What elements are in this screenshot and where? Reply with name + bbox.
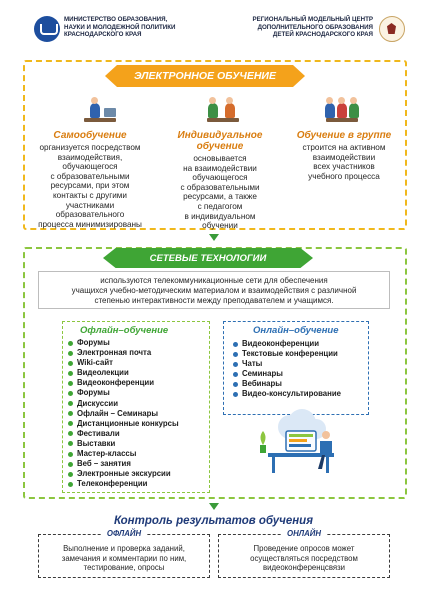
screen-line: [289, 444, 311, 447]
box-text: [219, 535, 389, 573]
column-text: [160, 154, 280, 231]
online-list: [233, 339, 341, 400]
bullet-icon: [68, 452, 73, 457]
text-line: ресурсами, при этом: [50, 181, 130, 191]
teacher-head: [226, 97, 233, 104]
item-label: Телеконференции: [77, 479, 148, 489]
person-head: [338, 97, 345, 104]
item-label: Фестивали: [77, 428, 120, 438]
person-figure: [325, 103, 335, 118]
bullet-icon: [68, 391, 73, 396]
bullet-icon: [68, 381, 73, 386]
group-study-icon: [324, 96, 360, 122]
page-header: [0, 14, 427, 58]
ministry-line: МИНИСТЕРСТВО ОБРАЗОВАНИЯ,: [64, 16, 168, 23]
control-title: Контроль результатов обучения: [114, 515, 313, 527]
bullet-icon: [233, 362, 238, 367]
text-line: контакты с другими: [52, 190, 127, 200]
person-figure: [208, 103, 218, 118]
item-label: Семинары: [242, 369, 283, 379]
text-line: Выполнение и проверка заданий,: [63, 544, 185, 553]
list-item: [68, 459, 179, 469]
bullet-icon: [68, 401, 73, 406]
list-item: [233, 379, 341, 389]
item-label: Видеолекции: [77, 368, 129, 378]
text-line: всех участников: [313, 162, 375, 172]
arrow-down-icon: [209, 234, 219, 241]
list-item: [233, 389, 341, 399]
person-body: [320, 441, 332, 455]
network-description: [38, 271, 390, 309]
bullet-icon: [68, 361, 73, 366]
text-line: организуется посредством: [39, 143, 141, 152]
plant-pot: [260, 445, 266, 453]
list-item: [68, 358, 179, 368]
text-line: степенью интерактивности между преподавателем и учащимся.: [94, 295, 334, 305]
list-item: [233, 369, 341, 379]
column-title: Самообучение: [53, 130, 127, 141]
text-line: учебного процесса: [308, 171, 380, 181]
list-item: [68, 399, 179, 409]
text-line: участниками: [65, 200, 115, 210]
ministry-name: [64, 16, 204, 39]
ministry-line: НАУКИ И МОЛОДЕЖНОЙ ПОЛИТИКИ: [64, 23, 176, 31]
desk-shape: [84, 118, 116, 122]
bullet-icon: [68, 341, 73, 346]
bullet-icon: [68, 371, 73, 376]
banner-label: ЭЛЕКТРОННОЕ ОБУЧЕНИЕ: [134, 70, 276, 82]
item-label: Видеоконференции: [242, 339, 319, 348]
list-item: [68, 429, 179, 439]
title-line: Индивидуальное: [177, 130, 263, 141]
ministry-line: КРАСНОДАРСКОГО КРАЯ: [64, 31, 142, 38]
item-label: Форумы: [77, 388, 110, 398]
item-label: Вебинары: [242, 379, 282, 389]
person-leg: [318, 455, 325, 469]
text-line: образовательного: [55, 210, 125, 220]
item-label: Выставки: [77, 438, 116, 448]
network-banner: [103, 248, 313, 268]
item-label: Веб – занятия: [77, 459, 131, 469]
item-label: Дискуссии: [77, 398, 118, 408]
item-label: Электронная почта: [77, 348, 152, 358]
list-item: [233, 359, 341, 369]
list-item: [68, 388, 179, 398]
bullet-icon: [68, 411, 73, 416]
center-line: РЕГИОНАЛЬНЫЙ МОДЕЛЬНЫЙ ЦЕНТР: [252, 16, 373, 23]
control-offline-box: [38, 529, 210, 578]
desk-leg: [272, 457, 275, 473]
text-line: используются телекоммуникационные сети для обеспечения: [100, 276, 328, 285]
list-item: [68, 409, 179, 419]
item-label: Электронные экскурсии: [77, 469, 171, 479]
item-label: Wiki-сайт: [77, 358, 113, 368]
person-figure: [349, 103, 359, 118]
list-item: [68, 378, 179, 388]
laptop-shape: [104, 108, 116, 117]
bullet-icon: [233, 352, 238, 357]
column-title: [160, 130, 280, 152]
person-head: [91, 97, 98, 104]
box-title: ОФЛАЙН: [101, 529, 147, 538]
item-label: Офлайн – Семинары: [77, 408, 159, 418]
text-line: тестирование, опросы: [83, 563, 165, 573]
individual-study-column: [160, 130, 280, 231]
plant-leaf: [261, 431, 266, 445]
elearning-banner: [105, 65, 305, 87]
person-figure: [337, 103, 347, 118]
center-name: [213, 16, 373, 39]
text-line: строится на активном: [302, 143, 386, 152]
person-head: [322, 431, 330, 439]
item-label: Видеоконференции: [77, 378, 154, 388]
list-item: [233, 349, 341, 359]
list-item: [68, 419, 179, 429]
text-line: учащихся учебно-методическим материалом и взаимодействия с различной: [71, 285, 357, 295]
item-label: Текстовые конференции: [242, 349, 338, 359]
bullet-icon: [68, 351, 73, 356]
item-label: Мастер-классы: [77, 449, 137, 459]
column-title: Обучение в группе: [296, 130, 392, 141]
center-line: ДЕТЕЙ КРАСНОДАРСКОГО КРАЯ: [272, 31, 373, 38]
control-online-box: [218, 529, 390, 578]
text-line: процесса минимизированы: [38, 219, 142, 229]
list-item: [233, 339, 341, 349]
text-line: с образовательными: [50, 171, 130, 181]
text-line: ресурсами, а также: [183, 192, 257, 202]
text-line: основывается: [193, 154, 247, 163]
text-line: осуществляться посредством: [250, 553, 358, 563]
teacher-figure: [225, 103, 235, 118]
bullet-icon: [68, 462, 73, 467]
item-label: Видео-консультирование: [242, 389, 341, 399]
center-line: ДОПОЛНИТЕЛЬНОГО ОБРАЗОВАНИЯ: [257, 23, 373, 31]
list-item: [68, 449, 179, 459]
bullet-icon: [68, 431, 73, 436]
arrow-down-icon: [209, 503, 219, 510]
text-line: обучении: [202, 221, 238, 231]
desk-leg: [326, 457, 329, 473]
individual-study-icon: [205, 96, 241, 122]
bullet-icon: [233, 372, 238, 377]
item-label: Чаты: [242, 359, 263, 369]
text-line: в индивидуальном: [184, 211, 256, 221]
bullet-icon: [68, 482, 73, 487]
text-line: обучающегося: [62, 162, 118, 172]
desk-shape: [207, 118, 239, 122]
text-line: с образовательными: [180, 182, 260, 192]
text-line: замечания и комментарии по ним,: [61, 553, 187, 563]
column-text: [285, 143, 403, 181]
group-study-column: [285, 130, 403, 181]
item-label: Дистанционные конкурсы: [77, 418, 179, 428]
person-head: [209, 97, 216, 104]
person-figure: [90, 103, 100, 118]
banner-label: СЕТЕВЫЕ ТЕХНОЛОГИИ: [149, 252, 267, 264]
screen-line: [289, 439, 307, 442]
bullet-icon: [68, 421, 73, 426]
screen-line: [289, 434, 313, 437]
text-line: взаимодействии: [312, 152, 376, 162]
desk-shape: [326, 118, 358, 122]
person-head: [326, 97, 333, 104]
center-emblem-icon: [379, 16, 405, 42]
list-item: [68, 469, 179, 479]
person-head: [350, 97, 357, 104]
text-line: обучающегося: [192, 173, 248, 183]
box-text: [39, 535, 209, 573]
text-line: Проведение опросов может: [253, 544, 355, 553]
text-line: видеоконференцсвязи: [262, 563, 346, 573]
list-item: [68, 338, 179, 348]
list-item: [68, 368, 179, 378]
online-title: Онлайн–обучение: [253, 325, 339, 336]
text-line: взаимодействия,: [57, 152, 123, 162]
title-line: обучение: [196, 141, 244, 152]
bullet-icon: [68, 472, 73, 477]
list-item: [68, 479, 179, 489]
bullet-icon: [233, 392, 238, 397]
bullet-icon: [68, 441, 73, 446]
text-line: с педагогом: [197, 201, 243, 211]
self-study-icon: [82, 96, 118, 122]
item-label: Форумы: [77, 338, 110, 347]
offline-title: Офлайн–обучение: [80, 325, 169, 336]
self-study-column: [30, 130, 150, 229]
bullet-icon: [233, 342, 238, 347]
column-text: [30, 143, 150, 229]
text-line: на взаимодействии: [183, 163, 257, 173]
offline-list: [68, 338, 179, 489]
ministry-emblem-icon: [34, 16, 60, 42]
bullet-icon: [233, 382, 238, 387]
box-title: ОНЛАЙН: [282, 529, 326, 538]
person-at-computer-icon: [256, 405, 346, 475]
list-item: [68, 439, 179, 449]
list-item: [68, 348, 179, 358]
